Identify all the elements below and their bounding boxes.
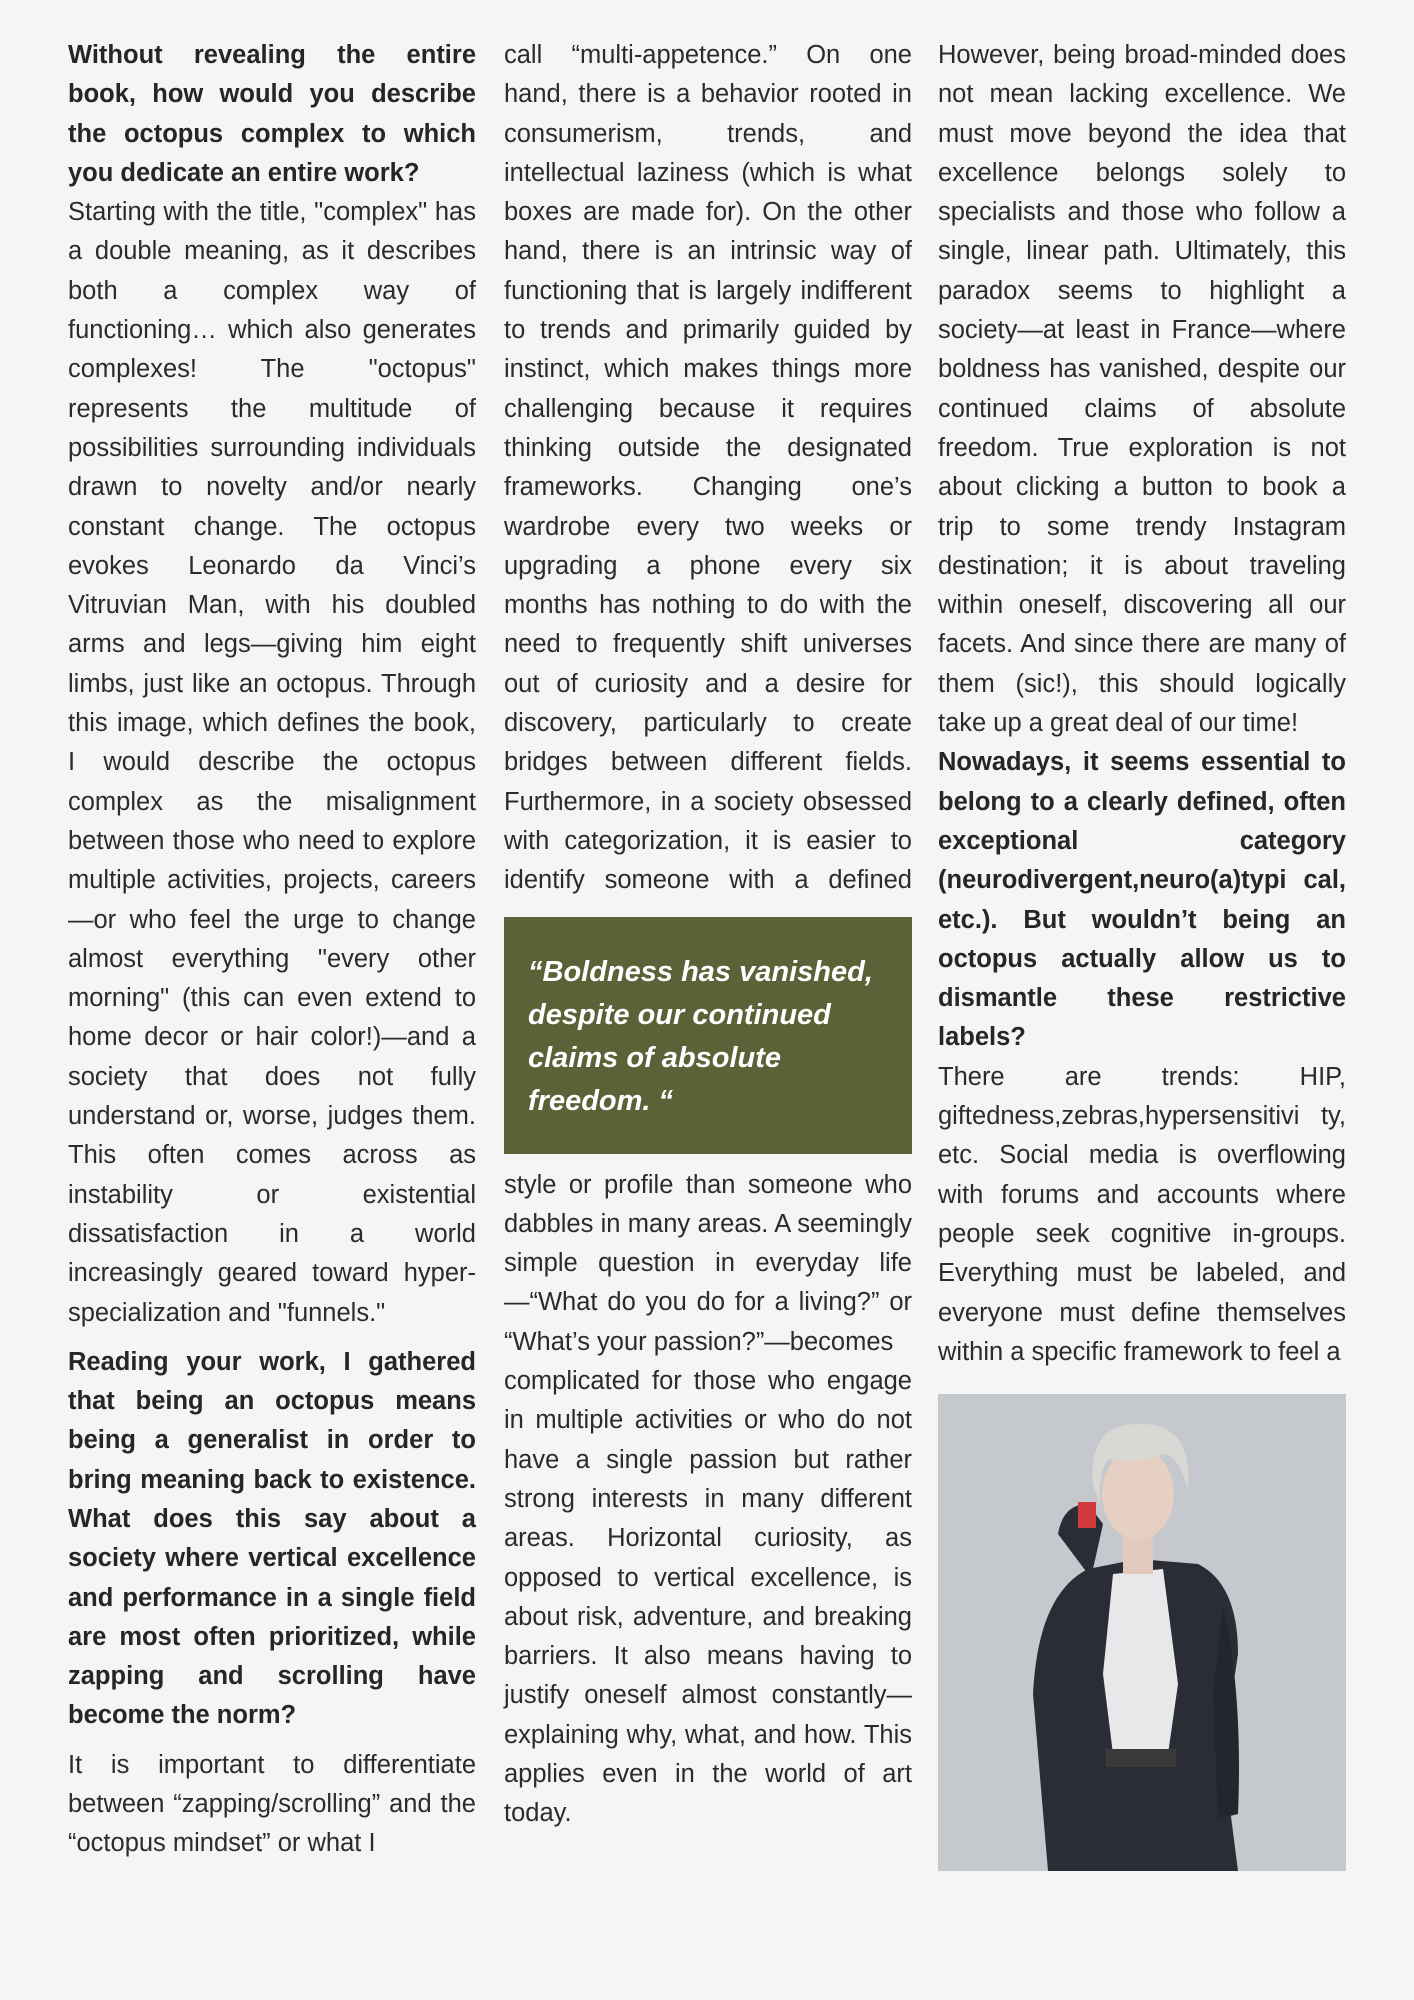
- pull-quote: “Boldness has vanished, despite our continued claims of absolute freedom. “: [504, 917, 912, 1154]
- answer-2-after-quote: style or profile than someone who dabbles in many areas. A seemingly simple question in everyday life—“What do you do for a living?” or “What’s your passion?”—becomes: [504, 1170, 912, 1356]
- portrait-illustration: [938, 1394, 1346, 1871]
- answer-2-continued: call “multi-appetence.” On one hand, there is a behavior rooted in consumerism, trends, and intellectual laziness (which is what boxes are made for). On the other hand, there is an intrinsic way of functioning that is largely indifferent to trends and primarily guided by instinct, which makes things more challenging because it requires thinking outside the designated frameworks. Changing one’s wardrobe every two weeks or upgrading a phone every six months has nothing to do with the need to frequently shift universes out of curiosity and a desire for discovery, particularly to create bridges between different fields. Furthermore, in a society obsessed with categorization, it is easier to identify someone with a defined: [504, 41, 912, 895]
- column-3: [938, 36, 1346, 1871]
- question-1: Without revealing the entire book, how would you describe the octopus complex to which you dedicate an entire work?: [68, 41, 476, 187]
- column-2: [504, 36, 912, 1834]
- answer-3: There are trends: HIP, giftedness,zebras,hypersensitivi ty, etc. Social media is overflowing with forums and accounts where people seek cognitive in-groups. Everything must be labeled, and everyone must define themselves within a specific framework to feel a: [938, 1062, 1346, 1366]
- question-3: Nowadays, it seems essential to belong to a clearly defined, often exceptional category (neurodivergent,neuro(a)typi cal, etc.). But wouldn’t being an octopus actually allow us to dismantle these restrictive labels?: [938, 748, 1346, 1052]
- question-2: Reading your work, I gathered that being an octopus means being a generalist in order to bring meaning back to existence. What does this say about a society where vertical excellence and performance in a single field are most often prioritized, while zapping and scrolling have become the norm?: [68, 1347, 476, 1730]
- portrait-photo: [938, 1394, 1346, 1871]
- answer-1: Starting with the title, "complex" has a double meaning, as it describes both a complex way of functioning… which also generates complexes! The "octopus" represents the multitude of possibilities surrounding individuals drawn to novelty and/or nearly constant change. The octopus evokes Leonardo da Vinci’s Vitruvian Man, with his doubled arms and legs—giving him eight limbs, just like an octopus. Through this image, which defines the book, I would describe the octopus complex as the misalignment between those who need to explore multiple activities, projects, careers—or who feel the urge to change almost everything "every other morning" (this can even extend to home decor or hair color!)—and a society that does not fully understand or, worse, judges them. This often comes across as instability or existential dissatisfaction in a world increasingly geared toward hyper-specialization and "funnels.": [68, 198, 476, 1327]
- answer-2-start: It is important to differentiate between “zapping/scrolling” and the “octopus mindset” or what I: [68, 1750, 476, 1858]
- answer-2-end: However, being broad-minded does not mean lacking excellence. We must move beyond the idea that excellence belongs solely to specialists and those who follow a single, linear path. Ultimately, this paradox seems to highlight a society—at least in France—where boldness has vanished, despite our continued claims of absolute freedom. True exploration is not about clicking a button to book a trip to some trendy Instagram destination; it is about traveling within oneself, discovering all our facets. And since there are many of them (sic!), this should logically take up a great deal of our time!: [938, 41, 1346, 738]
- answer-2-final: complicated for those who engage in multiple activities or who do not have a single passion but rather strong interests in many different areas. Horizontal curiosity, as opposed to vertical excellence, is about risk, adventure, and breaking barriers. It also means having to justify oneself almost constantly—explaining why, what, and how. This applies even in the world of art today.: [504, 1367, 912, 1828]
- column-1: [68, 36, 476, 1864]
